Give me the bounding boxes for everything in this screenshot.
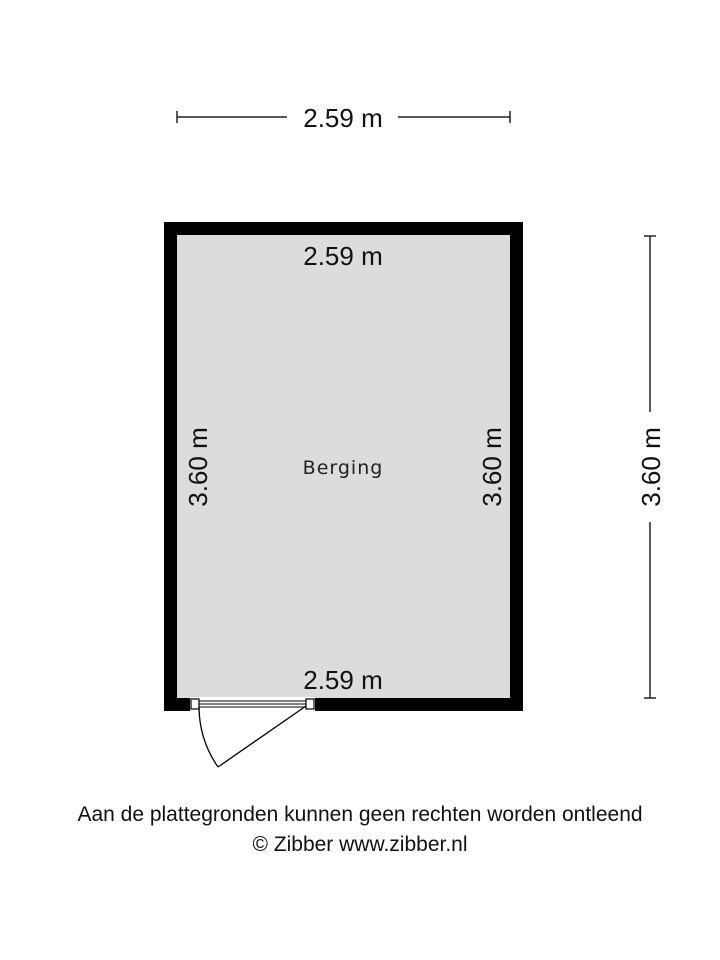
inner-bottom-width-label: 2.59 m — [303, 665, 383, 695]
disclaimer-text: Aan de plattegronden kunnen geen rechten worden ontleend — [77, 803, 643, 826]
inner-top-width-label: 2.59 m — [303, 241, 383, 271]
credit-text: © Zibber www.zibber.nl — [252, 833, 468, 856]
inner-right-depth-label: 3.60 m — [477, 427, 507, 507]
inner-left-depth-label: 3.60 m — [183, 427, 213, 507]
right-dimension — [636, 236, 666, 698]
top-dimension — [177, 103, 510, 133]
door-jamb-left — [191, 699, 199, 709]
top-width-label: 2.59 m — [303, 103, 383, 133]
room-name-label: Berging — [302, 457, 384, 479]
outer-right-depth-label: 3.60 m — [636, 427, 666, 507]
door-leaf — [218, 706, 306, 767]
door-swing-arc — [199, 707, 218, 767]
door-jamb-right — [306, 699, 314, 709]
